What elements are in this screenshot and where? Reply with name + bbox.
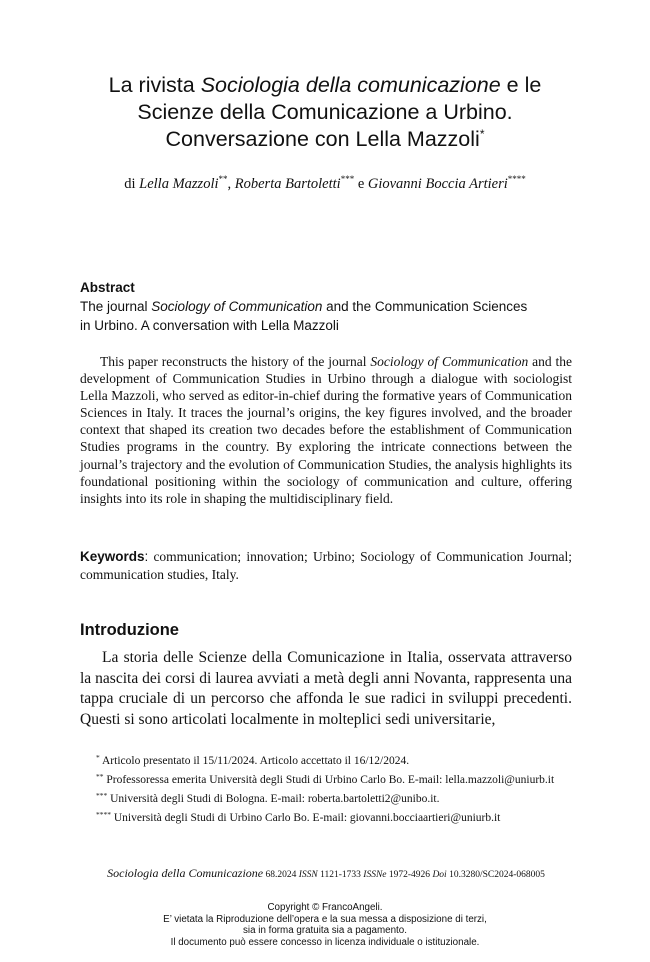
- citation-issn-label: ISSN: [298, 870, 318, 880]
- keywords-label: Keywords: [80, 549, 145, 564]
- citation-doi: 10.3280/SC2024-068005: [446, 870, 545, 880]
- title-text: Conversazione con Lella Mazzoli: [165, 127, 480, 151]
- keywords-list: communication; innovation; Urbino; Sociology of Communication Journal; communication studies, Italy.: [80, 549, 572, 582]
- footnote-marker: ****: [96, 810, 111, 819]
- abstract-title-text: The journal: [80, 299, 152, 314]
- abstract-title-text: and the Communication Sciences: [322, 299, 528, 314]
- journal-citation: [80, 866, 572, 883]
- abstract-text: and the development of Communication Studies in Urbino through a dialogue with sociologist Lella Mazzoli, who served as editor-in-chief during the formative years of Communication Sciences in Italy. It traces the journal’s origins, the key figures involved, and the broader context that shaped its creation two decades before the establishment of Communication Studies programs in the country. By exploring the intricate connections between the journal’s trajectory and the evolution of Communication Studies, the analysis highlights its foundational positioning within the sociology of communication and culture, offering insights into its role in shaping the multidisciplinary field.: [80, 354, 572, 506]
- section-heading-introduzione: Introduzione: [80, 621, 179, 639]
- intro-paragraph: La storia delle Scienze della Comunicazione in Italia, osservata attraverso la nascita dei corsi di laurea avviati a metà degli anni Novanta, rappresenta una tappa cruciale di un percorso che affonda le sue radici in sviluppi precedenti. Questi si sono articolati localmente in molteplici sedi universitarie,: [80, 649, 572, 728]
- article-title: [60, 72, 590, 153]
- author-separator: e: [354, 176, 368, 192]
- author-name: Lella Mazzoli: [139, 176, 219, 192]
- footnotes: [80, 754, 572, 830]
- footnote: [80, 792, 572, 807]
- author-line: [60, 174, 590, 194]
- abstract-body: [80, 353, 572, 507]
- footnote-marker: **: [218, 174, 228, 184]
- footnote-marker: ***: [340, 174, 355, 184]
- author-name: Roberta Bartoletti: [234, 176, 341, 192]
- title-line-1: [60, 72, 590, 99]
- author-prefix: di: [124, 176, 140, 192]
- abstract-text: This paper reconstructs the history of the journal: [100, 354, 371, 369]
- footnote-marker: **: [96, 772, 104, 781]
- citation-issne: 1972-4926: [386, 870, 433, 880]
- footnote-marker: *: [96, 753, 100, 762]
- author-separator: ,: [227, 176, 235, 192]
- title-line-2: Scienze della Comunicazione a Urbino.: [137, 100, 513, 124]
- title-text: e le: [500, 73, 542, 97]
- copyright-line: Copyright © FrancoAngeli.: [267, 902, 383, 913]
- footnote-text: Università degli Studi di Urbino Carlo Bo. E-mail: giovanni.bocciaartieri@uniurb.it: [111, 812, 501, 824]
- citation-issn: 1121-1733: [317, 870, 364, 880]
- citation-journal-name: Sociologia della Comunicazione: [107, 866, 264, 880]
- journal-name-italic: Sociologia della comunicazione: [200, 73, 501, 97]
- abstract-title-line-1: [80, 297, 580, 316]
- author-name: Giovanni Boccia Artieri: [367, 176, 508, 192]
- copyright-line: Il documento può essere concesso in licenza individuale o istituzionale.: [170, 936, 480, 948]
- footnote: [80, 811, 572, 826]
- abstract-title-line-2: in Urbino. A conversation with Lella Mazzoli: [80, 318, 339, 333]
- footnote-text: Articolo presentato il 15/11/2024. Articolo accettato il 16/12/2024.: [99, 755, 410, 767]
- citation-issue: 68.2024: [263, 870, 299, 880]
- footnote: [80, 754, 572, 769]
- footnote-text: Università degli Studi di Bologna. E-mail: roberta.bartoletti2@unibo.it.: [107, 793, 440, 805]
- abstract-heading: Abstract: [80, 280, 135, 295]
- copyright-notice: [60, 902, 590, 948]
- keywords-colon: :: [144, 549, 149, 564]
- title-line-3: [60, 126, 590, 153]
- footnote-marker: ****: [507, 174, 526, 184]
- copyright-line: E’ vietata la Riproduzione dell’opera e la sua messa a disposizione di terzi,: [163, 913, 487, 925]
- keywords-paragraph: [80, 548, 572, 583]
- footnote-marker: *: [479, 127, 485, 141]
- abstract-title-italic: Sociology of Communication: [151, 299, 323, 314]
- footnote: [80, 773, 572, 788]
- copyright-line: sia in forma gratuita sia a pagamento.: [243, 925, 407, 936]
- footnote-marker: ***: [96, 791, 108, 800]
- abstract-english-title: [80, 297, 580, 335]
- citation-issne-label: ISSNe: [363, 870, 387, 880]
- citation-doi-label: Doi: [432, 870, 447, 880]
- abstract-journal-italic: Sociology of Communication: [370, 354, 529, 369]
- title-text: La rivista: [108, 73, 201, 97]
- footnote-text: Professoressa emerita Università degli Studi di Urbino Carlo Bo. E-mail: lella.mazzoli@uniurb.it: [103, 774, 555, 786]
